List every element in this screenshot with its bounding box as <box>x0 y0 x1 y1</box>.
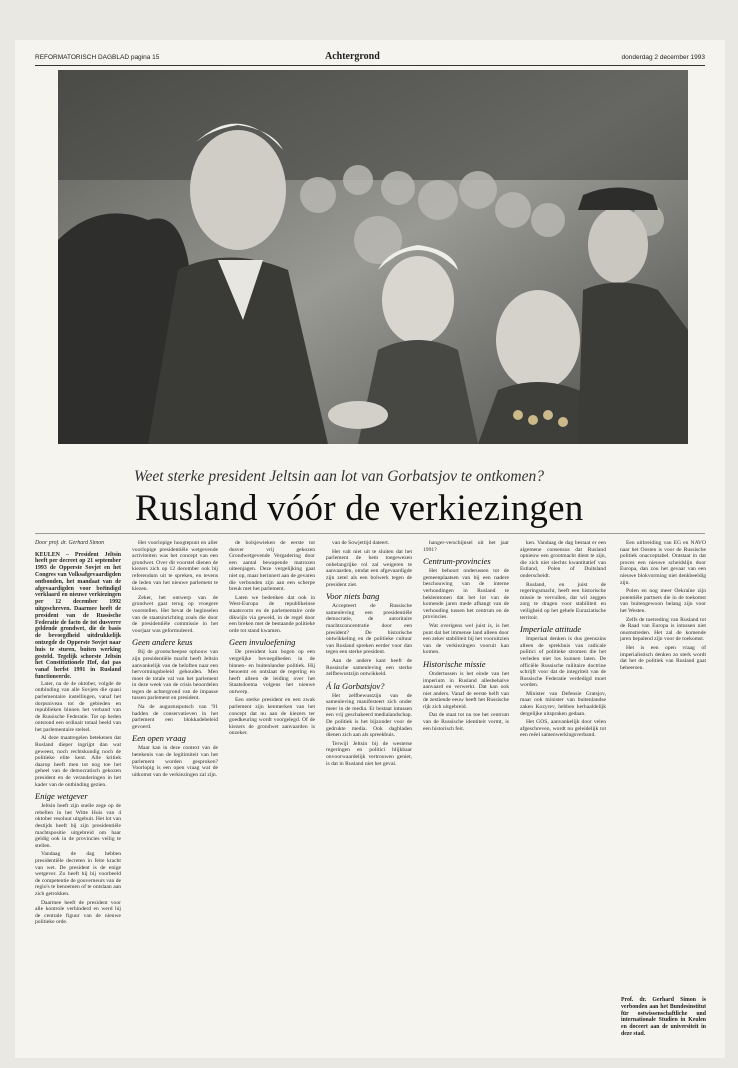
paragraph: de bolsjewieken de eerste tot dusver vrij gekozen Grondwetgevende Vergadering door een aantal bewapende matrozen uiteenjagen. Deze vergelijking gaat niet op, maar herinnert aan de gevaren die verbonden zijn aan een scherpe breuk met het parlement. <box>229 540 315 593</box>
article-headline: Rusland vóór de verkiezingen <box>135 488 584 529</box>
paragraph: Daarmee heeft de president voor alle kontrole verhinderd en werd hij de centrale figuur van de nieuwe politieke orde. <box>35 899 121 926</box>
subheading: Á la Gorbatsjov? <box>326 680 385 691</box>
paragraph: Een sterke president en een zwak parlement zijn kenmerken van het concept dat nu aan de kiezers ter goedkeuring wordt voorgelegd. Of de kiezers de grondwet aanvaarden is onzeker. <box>229 697 315 737</box>
paragraph: Later, na de 4e oktober, volgde de ontbinding van alle Sovjets die quasi parlementaire instellingen, vanaf het dorpsniveau tot de gebieden en republieken binnen het verband van de Russische Federatie. Tot op heden ontstond een ordinair totaal beeld van het parlementaire stelsel. <box>35 680 121 733</box>
subheading: Enige wetgever <box>35 791 88 802</box>
article-byline: Door prof. dr. Gerhard Simon <box>35 540 105 546</box>
lead-city: KEULEN <box>35 551 60 558</box>
paragraph: Het is een open vraag of imperialistisch denken zo sterk wordt dat het de politiek van Rusland gaat beheersen. <box>620 644 706 671</box>
article-lead <box>35 552 121 681</box>
subheading: Historische missie <box>423 658 486 669</box>
paragraph: Het voorlopige hoogtepunt en aller voorlopige presidentiële wetgevende activiteiten was het concept van een grondwet. Over dit voorstel dienen de kiezers zich op 12 december ook bij referendum uit te spreken, en tevens de leden van het nieuwe parlement te kiezen. <box>132 540 218 593</box>
article-column-2 <box>132 540 218 1048</box>
subheading: Een open vraag <box>132 733 186 744</box>
subheading: Voor niets bang <box>326 591 380 602</box>
paragraph: De president kan bogen op een vergelijke bevoegdheden in de binnen- en buitenlandse politiek. Hij benoemt en ontslaat de regering en heeft alleen de leiding over het Staatsdoema volgens het nieuwe ontwerp. <box>229 649 315 695</box>
paragraph: Zelfs de toetreding van Rusland tot de Raad van Europa is intussen niet onomstreden. Het zal de komende jaren bepalend zijn voor de toekomst. <box>620 616 706 643</box>
masthead-section: Achtergrond <box>325 51 380 62</box>
paragraph: Het GOS, aanvankelijk door velen afgeschreven, wordt nu geleidelijk tot een reëel samenwerkingsverband. <box>520 719 606 739</box>
paragraph: Rusland, en juist de regeringsmacht, heeft een historische missie te vervullen, dat wil zeggen zorg te dragen voor stabiliteit en veiligheid op het gehele Euraziatische territoir. <box>520 581 606 621</box>
lead-text: – President Jeltsin heeft per decreet op 21 september 1993 de Opperste Sovjet en het Congres van Volksafgevaardigden ontbonden, het mandaat van de afgevaardigden voor beëindigd verklaard en nieuwe verkiezingen per 12 december 1992 uitgeschreven. Daarmee heeft de president van de Russische Federatie de facto de tot dusverre geldende grondwet, die de basis de bevoegdheid uitdrukkelijk ontzegde de Opperste Sovjet naar huis te sturen, buiten werking gesteld. Tegelijk schorste Jeltsin het Constitutionele Hof, dat pas vanaf herfst 1991 in Rusland functioneerde. <box>35 551 121 680</box>
article-column-6 <box>520 540 606 1048</box>
paragraph: Polen en nog meer Oekraïne zijn potentiële partners die in de toekomst van buitengewoon belang zijn voor het Westen. <box>620 588 706 614</box>
paragraph: Bij de grootscheepse ophouw van zijn presidentiële macht heeft Jeltsin aanvankelijk van de beloften naar een hervormingsbeleid gehouden. Men moet de totale val van het parlement in deze week van de crisis beoordelen tegen de achtergrond van de impasse tussen parlement en president. <box>132 649 218 702</box>
paragraph: ken. Vandaag de dag bestaat er een algemene consensus dat Rusland opnieuw een grootmacht dient te zijn, die zich niet slechts kwantitatief van Estland, Polen of Duitsland onderscheidt. <box>520 540 606 579</box>
photo-icon <box>58 70 688 444</box>
newspaper-page <box>15 40 725 1058</box>
article-column-3 <box>229 540 315 1048</box>
paragraph: Vandaag de dag hebben presidentiële decreten in feite kracht van wet. De president is de enige wetgever. Zo heeft hij bij voorbeeld de competentie de gouverneurs van de regio's te benoemen of te ontslaan aan zich getrokken. <box>35 851 121 897</box>
paragraph: Wat overigens wel juist is, is het punt dat het immense land alleen door een zeker stabiliteit bij het vooruitzien van de verkiezingen vooruit kan komen. <box>423 622 509 656</box>
paragraph: Na de augustusputsch van '91 hadden de conservatieven in het parlement een blokkadebeleid gevoerd. <box>132 704 218 730</box>
article-kicker: Weet sterke president Jeltsin aan lot van Gorbatsjov te ontkomen? <box>134 468 544 485</box>
paragraph: Laten we bedenken dat ook in West-Europa de republikeinse staatsvorm en de parlementaire orde dikwijls via geweld, in de regel door een breken met de bestaande politieke orde tot stand kwamen. <box>229 594 315 634</box>
paragraph: Ondertussen is het einde van het imperium in Rusland allesbehalve aanvaard en verwerkt. Dat kan ook niet anders. Vanaf de eerste helft van de zestiende eeuw heeft het Russische rijk zich uitgebreid. <box>423 670 509 710</box>
masthead <box>35 51 705 68</box>
article-column-5 <box>423 540 509 1048</box>
paragraph: Aan de andere kant heeft de Russische samenleving een sterke zelfbewustzijn ontwikkeld. <box>326 657 412 678</box>
paragraph: Maar kan in deze context van de betekenis van de legitimiteit van het parlement worden gesproken? Voorlopig is een open vraag wat de uitkomst van de verkiezingen zal zijn. <box>132 745 218 778</box>
paragraph: Dat de staat tot nu toe het centrum van de Russische identiteit vormt, is een historisch feit. <box>423 712 509 732</box>
article-column-1 <box>35 540 121 1048</box>
headline-rule <box>35 533 705 534</box>
article-photo <box>58 70 688 444</box>
paragraph: Een uitbreiding van EG en NAVO naar het Oosten is voor de Russische politiek onacceptabel. Ontstaat in dat proces een nieuwe scheidslijn door Europa, dan zou het gevaar van een nieuwe blokvorming niet denkbeeldig zijn. <box>620 540 706 586</box>
subheading: Imperiale attitude <box>520 624 582 635</box>
paragraph: Het behoort onderussen tot de gemeenplaatsen van bij een nadere beschouwing van de interne verhoudingen in Rusland te beklemtonen dat het lot van de komende jaren mede afhangt van de verhouding tussen het centrum en de provincies. <box>423 568 509 621</box>
paragraph: Het zelfbewustzijn van de samenleving manifesteert zich onder meer in de media. Er bestaat intussen een vrij geschakeerd medialandschap. De politiek is het bijzonder voor de gedrukte media. Ook dagbladen dienen zich aan als spreekbuis. <box>326 692 412 739</box>
paragraph: Het valt niet uit te sluiten dat het parlement de hem toegewezen onbelangrijke rol zal weigeren te aanvaarden, omdat een afgevaardigde zijn zetel als een bolwerk tegen de president ziet. <box>326 548 412 588</box>
paragraph: Zeker, het ontwerp van de grondwet gaat terug op vroegere voorstellen. Het bevat de beginselen van de staatsinrichting zoals die door de presidentiële commissie in het voorjaar was geformuleerd. <box>132 594 218 634</box>
subheading: Geen andere keus <box>132 637 193 648</box>
paragraph: Jeltsin heeft zijn snelle zege op de rebellen in het Witte Huis van 4 oktober resoluut uitgebuit. Het lot van destijds heeft bij zijn presidentiële machtspositie uitgebreid om haar geldig ook in de provincies veilig te stellen. <box>35 803 121 849</box>
masthead-paper-name: REFORMATORISCH DAGBLAD pagina 15 <box>35 54 160 61</box>
article-column-4 <box>326 540 412 1048</box>
paragraph: van de Sowjettijd dateert. <box>332 540 390 546</box>
paragraph: Al deze maatregelen betekenen dat Rusland dieper ingrijpt dan wat geweest, noch rechtskundig noch de politieke elite kent. Alle kritiek daarop heeft men tot nog toe het geheel van de democratisch gekozen president en de veranderingen in het kader van de ontbinding gezien. <box>35 735 121 788</box>
paragraph: Accepteert de Russische samenleving een presidentiële democratie, de autoritaire machtsconcentratie door een president? De historische ontwikkeling en de politieke cultuur van Rusland spreken eerder voor dan tegen een sterke president. <box>326 603 412 656</box>
subheading: Geen invuloefening <box>229 637 296 648</box>
paragraph: Imperiaal denken is dus geenszins alleen de sprekbuis van radicale politici of politieke stromen die het verleden niet los kunnen laten. De officiële Russische militaire doctrine schrijft voor dat de integriteit van de Russische Federatie verdedigd moet worden. <box>520 636 606 689</box>
author-note: Prof. dr. Gerhard Simon is verbonden aan het Bundesinstitut für ostwissenschaftliche und internationale Studien in Keulen en doceert aan de universiteit in deze stad. <box>621 997 706 1037</box>
masthead-rule <box>35 65 705 66</box>
paragraph: hanger-verschijnsel uit het jaar 1991? <box>423 540 509 553</box>
paragraph: Minister van Defensie Gratsjov, maar ook minister van buitenlandse zaken Kozyrev, hebben herhaaldelijk dergelijke uitspraken gedaan. <box>520 690 606 717</box>
article-column-7 <box>620 540 706 990</box>
masthead-date: donderdag 2 december 1993 <box>621 54 705 61</box>
paragraph: Terwijl Jeltsin bij de westerse regeringen en politici blijkbaar onvoorwaardelijk vertrouwen geniet, is dat in Rusland niet het geval. <box>326 740 412 767</box>
subheading: Centrum-provincies <box>423 556 491 567</box>
